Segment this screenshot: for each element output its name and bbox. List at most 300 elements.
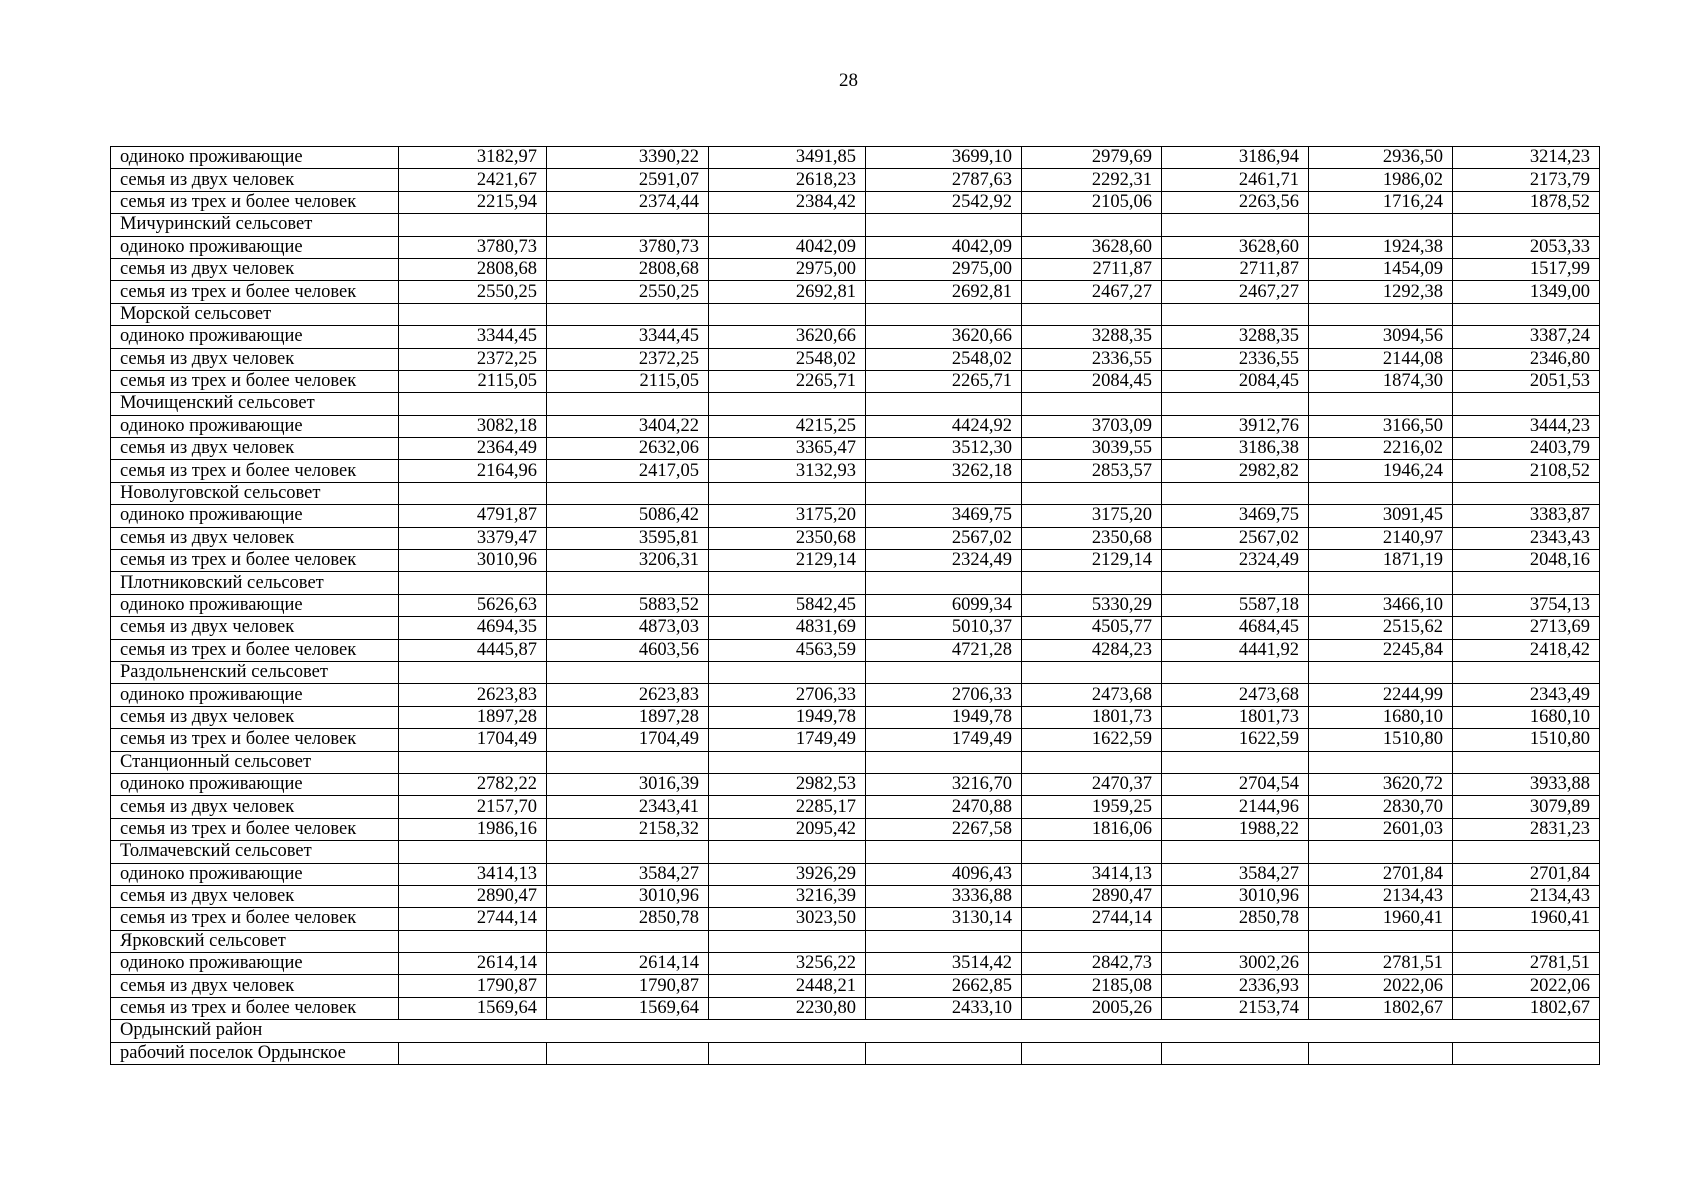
empty-cell — [866, 751, 1022, 773]
section-label: Мичуринский сельсовет — [111, 214, 399, 236]
empty-cell — [1309, 1042, 1453, 1064]
value-cell: 3082,18 — [399, 415, 547, 437]
empty-cell — [1162, 1042, 1309, 1064]
empty-cell — [1162, 572, 1309, 594]
table-row — [111, 191, 1600, 213]
value-cell: 3387,24 — [1453, 326, 1600, 348]
value-cell: 2623,83 — [547, 684, 709, 706]
value-cell: 2982,53 — [709, 773, 866, 795]
value-cell: 2713,69 — [1453, 617, 1600, 639]
empty-cell — [399, 751, 547, 773]
value-cell: 1897,28 — [547, 706, 709, 728]
value-cell: 2144,96 — [1162, 796, 1309, 818]
value-cell: 2548,02 — [866, 348, 1022, 370]
value-cell: 1988,22 — [1162, 818, 1309, 840]
row-label: семья из трех и более человек — [111, 908, 399, 930]
empty-cell — [1022, 930, 1162, 952]
value-cell: 3379,47 — [399, 527, 547, 549]
value-cell: 3514,42 — [866, 953, 1022, 975]
value-cell: 1517,99 — [1453, 258, 1600, 280]
value-cell: 2324,49 — [1162, 550, 1309, 572]
empty-cell — [399, 661, 547, 683]
empty-cell — [1022, 393, 1162, 415]
tariff-table — [110, 146, 1600, 1065]
section-label: Морской сельсовет — [111, 303, 399, 325]
empty-cell — [866, 661, 1022, 683]
value-cell: 1959,25 — [1022, 796, 1162, 818]
value-cell: 3175,20 — [1022, 505, 1162, 527]
value-cell: 2216,02 — [1309, 438, 1453, 460]
section-row — [111, 482, 1600, 504]
empty-cell — [1022, 572, 1162, 594]
value-cell: 4042,09 — [709, 236, 866, 258]
table-row — [111, 348, 1600, 370]
value-cell: 4284,23 — [1022, 639, 1162, 661]
value-cell: 3206,31 — [547, 550, 709, 572]
value-cell: 3933,88 — [1453, 773, 1600, 795]
row-label: одиноко проживающие — [111, 773, 399, 795]
empty-cell — [1162, 393, 1309, 415]
empty-cell — [1162, 214, 1309, 236]
empty-cell — [1162, 482, 1309, 504]
value-cell: 2461,71 — [1162, 169, 1309, 191]
value-cell: 2084,45 — [1022, 370, 1162, 392]
table-row — [111, 326, 1600, 348]
value-cell: 3469,75 — [1162, 505, 1309, 527]
section-row — [111, 303, 1600, 325]
row-label: семья из двух человек — [111, 348, 399, 370]
value-cell: 4684,45 — [1162, 617, 1309, 639]
value-cell: 2324,49 — [866, 550, 1022, 572]
table-row — [111, 594, 1600, 616]
empty-cell — [1453, 841, 1600, 863]
value-cell: 2467,27 — [1022, 281, 1162, 303]
value-cell: 5587,18 — [1162, 594, 1309, 616]
section-row — [111, 572, 1600, 594]
empty-cell — [1022, 303, 1162, 325]
section-label: Толмачевский сельсовет — [111, 841, 399, 863]
row-label: семья из двух человек — [111, 617, 399, 639]
value-cell: 5626,63 — [399, 594, 547, 616]
value-cell: 2473,68 — [1022, 684, 1162, 706]
district-label: Ордынский район — [111, 1020, 1600, 1042]
value-cell: 2158,32 — [547, 818, 709, 840]
table-body — [111, 147, 1600, 1065]
value-cell: 3023,50 — [709, 908, 866, 930]
value-cell: 2245,84 — [1309, 639, 1453, 661]
value-cell: 2153,74 — [1162, 997, 1309, 1019]
empty-cell — [1453, 1042, 1600, 1064]
value-cell: 2787,63 — [866, 169, 1022, 191]
value-cell: 2372,25 — [547, 348, 709, 370]
value-cell: 3214,23 — [1453, 147, 1600, 169]
empty-cell — [709, 1042, 866, 1064]
value-cell: 3414,13 — [1022, 863, 1162, 885]
value-cell: 2601,03 — [1309, 818, 1453, 840]
value-cell: 4694,35 — [399, 617, 547, 639]
value-cell: 3584,27 — [547, 863, 709, 885]
value-cell: 3383,87 — [1453, 505, 1600, 527]
value-cell: 2831,23 — [1453, 818, 1600, 840]
value-cell: 3595,81 — [547, 527, 709, 549]
value-cell: 3010,96 — [399, 550, 547, 572]
value-cell: 3365,47 — [709, 438, 866, 460]
value-cell: 4215,25 — [709, 415, 866, 437]
empty-cell — [399, 303, 547, 325]
value-cell: 3628,60 — [1162, 236, 1309, 258]
row-label: семья из трех и более человек — [111, 818, 399, 840]
value-cell: 1949,78 — [866, 706, 1022, 728]
row-label: семья из трех и более человек — [111, 460, 399, 482]
value-cell: 3444,23 — [1453, 415, 1600, 437]
empty-cell — [1022, 751, 1162, 773]
value-cell: 2129,14 — [1022, 550, 1162, 572]
table-row — [111, 885, 1600, 907]
table-row — [111, 684, 1600, 706]
value-cell: 2701,84 — [1309, 863, 1453, 885]
table-row — [111, 460, 1600, 482]
row-label: семья из трех и более человек — [111, 281, 399, 303]
empty-cell — [1309, 930, 1453, 952]
value-cell: 4505,77 — [1022, 617, 1162, 639]
value-cell: 3703,09 — [1022, 415, 1162, 437]
section-row — [111, 393, 1600, 415]
value-cell: 2105,06 — [1022, 191, 1162, 213]
value-cell: 4721,28 — [866, 639, 1022, 661]
table-row — [111, 527, 1600, 549]
value-cell: 2350,68 — [1022, 527, 1162, 549]
value-cell: 3512,30 — [866, 438, 1022, 460]
value-cell: 3016,39 — [547, 773, 709, 795]
value-cell: 1960,41 — [1309, 908, 1453, 930]
value-cell: 2084,45 — [1162, 370, 1309, 392]
value-cell: 3094,56 — [1309, 326, 1453, 348]
value-cell: 3288,35 — [1162, 326, 1309, 348]
empty-cell — [1022, 661, 1162, 683]
empty-cell — [547, 841, 709, 863]
empty-cell — [1309, 661, 1453, 683]
value-cell: 2134,43 — [1309, 885, 1453, 907]
value-cell: 2053,33 — [1453, 236, 1600, 258]
value-cell: 1802,67 — [1453, 997, 1600, 1019]
value-cell: 2115,05 — [399, 370, 547, 392]
value-cell: 2336,93 — [1162, 975, 1309, 997]
value-cell: 2022,06 — [1453, 975, 1600, 997]
value-cell: 2982,82 — [1162, 460, 1309, 482]
page-number: 28 — [839, 70, 858, 91]
value-cell: 2421,67 — [399, 169, 547, 191]
empty-cell — [866, 1042, 1022, 1064]
value-cell: 3336,88 — [866, 885, 1022, 907]
empty-cell — [866, 393, 1022, 415]
value-cell: 4603,56 — [547, 639, 709, 661]
empty-cell — [1162, 751, 1309, 773]
value-cell: 3175,20 — [709, 505, 866, 527]
value-cell: 3620,72 — [1309, 773, 1453, 795]
empty-cell — [1453, 393, 1600, 415]
value-cell: 2473,68 — [1162, 684, 1309, 706]
value-cell: 2704,54 — [1162, 773, 1309, 795]
empty-cell — [547, 482, 709, 504]
value-cell: 3002,26 — [1162, 953, 1309, 975]
value-cell: 2711,87 — [1022, 258, 1162, 280]
empty-cell — [547, 393, 709, 415]
section-row — [111, 1042, 1600, 1064]
section-label: Ярковский сельсовет — [111, 930, 399, 952]
value-cell: 1510,80 — [1309, 729, 1453, 751]
value-cell: 2711,87 — [1162, 258, 1309, 280]
value-cell: 2975,00 — [709, 258, 866, 280]
row-label: одиноко проживающие — [111, 236, 399, 258]
empty-cell — [1162, 303, 1309, 325]
row-label: одиноко проживающие — [111, 684, 399, 706]
value-cell: 2095,42 — [709, 818, 866, 840]
value-cell: 3182,97 — [399, 147, 547, 169]
value-cell: 1292,38 — [1309, 281, 1453, 303]
value-cell: 1801,73 — [1022, 706, 1162, 728]
value-cell: 5883,52 — [547, 594, 709, 616]
value-cell: 3780,73 — [547, 236, 709, 258]
value-cell: 2292,31 — [1022, 169, 1162, 191]
value-cell: 3256,22 — [709, 953, 866, 975]
value-cell: 1349,00 — [1453, 281, 1600, 303]
value-cell: 1622,59 — [1022, 729, 1162, 751]
table-row — [111, 997, 1600, 1019]
empty-cell — [1453, 572, 1600, 594]
section-label: Раздольненский сельсовет — [111, 661, 399, 683]
value-cell: 1790,87 — [399, 975, 547, 997]
table-row — [111, 706, 1600, 728]
value-cell: 1878,52 — [1453, 191, 1600, 213]
table-row — [111, 818, 1600, 840]
value-cell: 1801,73 — [1162, 706, 1309, 728]
table-row — [111, 505, 1600, 527]
value-cell: 2051,53 — [1453, 370, 1600, 392]
empty-cell — [1309, 841, 1453, 863]
value-cell: 2550,25 — [399, 281, 547, 303]
row-label: семья из двух человек — [111, 975, 399, 997]
section-row — [111, 661, 1600, 683]
table-row — [111, 415, 1600, 437]
empty-cell — [866, 303, 1022, 325]
value-cell: 2343,43 — [1453, 527, 1600, 549]
value-cell: 3186,94 — [1162, 147, 1309, 169]
table-row — [111, 438, 1600, 460]
table-row — [111, 258, 1600, 280]
value-cell: 1749,49 — [709, 729, 866, 751]
value-cell: 2550,25 — [547, 281, 709, 303]
value-cell: 2842,73 — [1022, 953, 1162, 975]
value-cell: 2140,97 — [1309, 527, 1453, 549]
empty-cell — [399, 1042, 547, 1064]
value-cell: 2979,69 — [1022, 147, 1162, 169]
empty-cell — [547, 751, 709, 773]
value-cell: 2215,94 — [399, 191, 547, 213]
table-row — [111, 236, 1600, 258]
value-cell: 1874,30 — [1309, 370, 1453, 392]
empty-cell — [1453, 482, 1600, 504]
value-cell: 2164,96 — [399, 460, 547, 482]
value-cell: 2173,79 — [1453, 169, 1600, 191]
value-cell: 2890,47 — [1022, 885, 1162, 907]
value-cell: 4441,92 — [1162, 639, 1309, 661]
value-cell: 1454,09 — [1309, 258, 1453, 280]
value-cell: 1897,28 — [399, 706, 547, 728]
value-cell: 3132,93 — [709, 460, 866, 482]
value-cell: 4873,03 — [547, 617, 709, 639]
value-cell: 2374,44 — [547, 191, 709, 213]
row-label: одиноко проживающие — [111, 505, 399, 527]
value-cell: 2782,22 — [399, 773, 547, 795]
value-cell: 2662,85 — [866, 975, 1022, 997]
value-cell: 2470,37 — [1022, 773, 1162, 795]
table-row — [111, 281, 1600, 303]
value-cell: 2567,02 — [1162, 527, 1309, 549]
value-cell: 3699,10 — [866, 147, 1022, 169]
empty-cell — [866, 482, 1022, 504]
table-row — [111, 953, 1600, 975]
value-cell: 2542,92 — [866, 191, 1022, 213]
empty-cell — [547, 661, 709, 683]
row-label: семья из двух человек — [111, 438, 399, 460]
value-cell: 2618,23 — [709, 169, 866, 191]
empty-cell — [1309, 393, 1453, 415]
row-label: одиноко проживающие — [111, 953, 399, 975]
value-cell: 1790,87 — [547, 975, 709, 997]
value-cell: 1946,24 — [1309, 460, 1453, 482]
table-row — [111, 370, 1600, 392]
row-label: семья из двух человек — [111, 169, 399, 191]
value-cell: 2343,41 — [547, 796, 709, 818]
value-cell: 3620,66 — [709, 326, 866, 348]
value-cell: 3620,66 — [866, 326, 1022, 348]
value-cell: 2548,02 — [709, 348, 866, 370]
value-cell: 2115,05 — [547, 370, 709, 392]
value-cell: 2692,81 — [866, 281, 1022, 303]
value-cell: 2244,99 — [1309, 684, 1453, 706]
empty-cell — [709, 393, 866, 415]
value-cell: 4096,43 — [866, 863, 1022, 885]
value-cell: 2623,83 — [399, 684, 547, 706]
empty-cell — [399, 214, 547, 236]
value-cell: 1802,67 — [1309, 997, 1453, 1019]
value-cell: 1569,64 — [547, 997, 709, 1019]
value-cell: 3780,73 — [399, 236, 547, 258]
empty-cell — [1162, 930, 1309, 952]
value-cell: 3344,45 — [547, 326, 709, 348]
value-cell: 2343,49 — [1453, 684, 1600, 706]
value-cell: 5330,29 — [1022, 594, 1162, 616]
value-cell: 2129,14 — [709, 550, 866, 572]
value-cell: 1704,49 — [399, 729, 547, 751]
value-cell: 1716,24 — [1309, 191, 1453, 213]
row-label: одиноко проживающие — [111, 147, 399, 169]
value-cell: 3491,85 — [709, 147, 866, 169]
empty-cell — [399, 482, 547, 504]
row-label: семья из трех и более человек — [111, 997, 399, 1019]
value-cell: 2850,78 — [1162, 908, 1309, 930]
row-label: одиноко проживающие — [111, 594, 399, 616]
value-cell: 3912,76 — [1162, 415, 1309, 437]
value-cell: 2632,06 — [547, 438, 709, 460]
value-cell: 2134,43 — [1453, 885, 1600, 907]
value-cell: 3628,60 — [1022, 236, 1162, 258]
district-row — [111, 1020, 1600, 1042]
empty-cell — [866, 572, 1022, 594]
value-cell: 2048,16 — [1453, 550, 1600, 572]
empty-cell — [709, 661, 866, 683]
section-label: Новолуговской сельсовет — [111, 482, 399, 504]
value-cell: 2467,27 — [1162, 281, 1309, 303]
value-cell: 3344,45 — [399, 326, 547, 348]
value-cell: 2346,80 — [1453, 348, 1600, 370]
row-label: семья из двух человек — [111, 258, 399, 280]
row-label: семья из трех и более человек — [111, 550, 399, 572]
section-label: рабочий поселок Ордынское — [111, 1042, 399, 1064]
empty-cell — [866, 214, 1022, 236]
value-cell: 4563,59 — [709, 639, 866, 661]
empty-cell — [1162, 841, 1309, 863]
empty-cell — [1309, 214, 1453, 236]
row-label: одиноко проживающие — [111, 863, 399, 885]
value-cell: 1960,41 — [1453, 908, 1600, 930]
table-row — [111, 908, 1600, 930]
empty-cell — [1453, 930, 1600, 952]
value-cell: 2850,78 — [547, 908, 709, 930]
value-cell: 5086,42 — [547, 505, 709, 527]
value-cell: 2591,07 — [547, 169, 709, 191]
value-cell: 2515,62 — [1309, 617, 1453, 639]
value-cell: 2614,14 — [399, 953, 547, 975]
table-row — [111, 975, 1600, 997]
value-cell: 3926,29 — [709, 863, 866, 885]
empty-cell — [709, 303, 866, 325]
section-label: Станционный сельсовет — [111, 751, 399, 773]
value-cell: 4042,09 — [866, 236, 1022, 258]
value-cell: 1569,64 — [399, 997, 547, 1019]
value-cell: 3216,70 — [866, 773, 1022, 795]
empty-cell — [1162, 661, 1309, 683]
row-label: одиноко проживающие — [111, 415, 399, 437]
value-cell: 2706,33 — [709, 684, 866, 706]
value-cell: 2744,14 — [1022, 908, 1162, 930]
value-cell: 2185,08 — [1022, 975, 1162, 997]
empty-cell — [1309, 303, 1453, 325]
table-row — [111, 617, 1600, 639]
value-cell: 1622,59 — [1162, 729, 1309, 751]
table-row — [111, 729, 1600, 751]
empty-cell — [547, 303, 709, 325]
value-cell: 2808,68 — [399, 258, 547, 280]
value-cell: 2701,84 — [1453, 863, 1600, 885]
value-cell: 4445,87 — [399, 639, 547, 661]
value-cell: 3010,96 — [547, 885, 709, 907]
value-cell: 2263,56 — [1162, 191, 1309, 213]
value-cell: 1924,38 — [1309, 236, 1453, 258]
empty-cell — [1453, 751, 1600, 773]
section-label: Плотниковский сельсовет — [111, 572, 399, 594]
value-cell: 5842,45 — [709, 594, 866, 616]
empty-cell — [1309, 572, 1453, 594]
empty-cell — [547, 572, 709, 594]
table-row — [111, 169, 1600, 191]
value-cell: 2448,21 — [709, 975, 866, 997]
empty-cell — [709, 482, 866, 504]
value-cell: 3469,75 — [866, 505, 1022, 527]
value-cell: 3414,13 — [399, 863, 547, 885]
value-cell: 2418,42 — [1453, 639, 1600, 661]
section-row — [111, 841, 1600, 863]
